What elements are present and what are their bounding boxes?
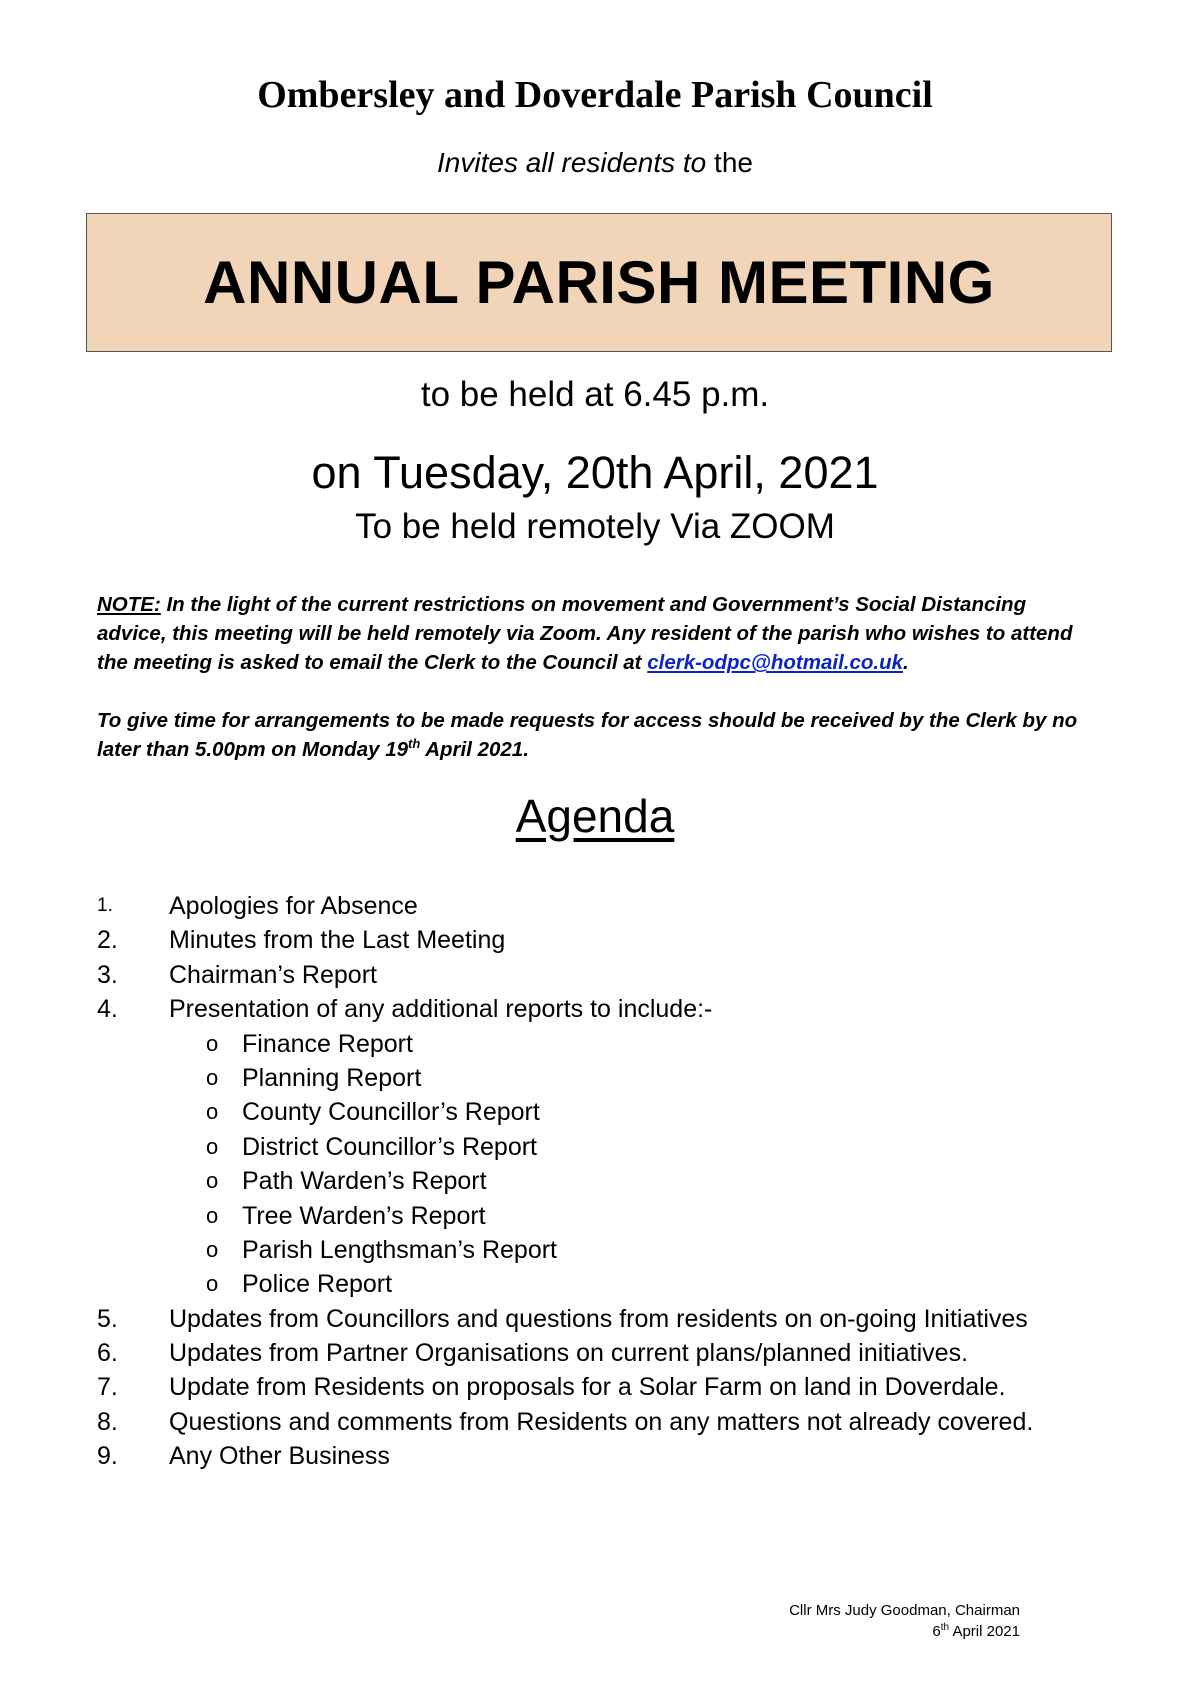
invite-italic-text: Invites all residents to xyxy=(437,147,707,178)
agenda-sub-item xyxy=(97,1233,1097,1267)
signature-block xyxy=(620,1600,1020,1642)
agenda-item xyxy=(97,1302,1097,1336)
agenda-sub-item xyxy=(97,1095,1097,1129)
agenda-item-text: Minutes from the Last Meeting xyxy=(169,926,506,955)
agenda-item-number: 1. xyxy=(97,895,113,916)
council-title: Ombersley and Doverdale Parish Council xyxy=(257,74,933,116)
meeting-date: on Tuesday, 20th April, 2021 xyxy=(311,447,879,498)
agenda-item-text: Chairman’s Report xyxy=(169,960,377,989)
agenda-item xyxy=(97,889,1097,923)
signature-date-rest: April 2021 xyxy=(949,1623,1020,1640)
hollow-bullet-icon: o xyxy=(206,1236,219,1262)
agenda-item-text: Update from Residents on proposals for a Solar Farm on land in Doverdale. xyxy=(169,1373,1006,1402)
invite-line xyxy=(0,146,1190,180)
agenda-sub-item-text: District Councillor’s Report xyxy=(242,1132,537,1161)
agenda-item-number: 3. xyxy=(97,960,118,989)
meeting-time: to be held at 6.45 p.m. xyxy=(420,375,770,414)
agenda-sub-item-text: Finance Report xyxy=(242,1029,413,1058)
hollow-bullet-icon: o xyxy=(206,1064,219,1090)
agenda-sub-item-text: County Councillor’s Report xyxy=(242,1098,540,1127)
agenda-item xyxy=(97,1405,1097,1439)
clerk-email-link[interactable]: clerk-odpc@hotmail.co.uk xyxy=(647,651,904,674)
invite-plain-text: the xyxy=(706,147,753,178)
agenda-item-number: 5. xyxy=(97,1304,118,1333)
hollow-bullet-icon: o xyxy=(206,1030,219,1056)
signature-date xyxy=(620,1621,1020,1642)
agenda-sub-item-text: Planning Report xyxy=(242,1063,422,1092)
deadline-paragraph xyxy=(97,706,1097,764)
deadline-text: To give time for arrangements to be made requests for access should be received by the Clerk by no later than 5.00pm on Monday 19 xyxy=(97,709,1078,761)
signature-date-ordinal: th xyxy=(940,1622,950,1633)
note-block xyxy=(97,590,1097,764)
note-label: NOTE: xyxy=(97,593,161,616)
meeting-title: ANNUAL PARISH MEETING xyxy=(203,248,995,316)
agenda-sub-item xyxy=(97,1199,1097,1233)
agenda-sub-item xyxy=(97,1267,1097,1301)
agenda-item-number: 6. xyxy=(97,1339,118,1368)
agenda-list xyxy=(97,889,1097,1474)
agenda-item xyxy=(97,1336,1097,1370)
hollow-bullet-icon: o xyxy=(206,1168,219,1194)
hollow-bullet-icon: o xyxy=(206,1271,219,1297)
signatory-name: Cllr Mrs Judy Goodman, Chairman xyxy=(789,1602,1020,1619)
agenda-item-text: Questions and comments from Residents on any matters not already covered. xyxy=(169,1407,1034,1436)
deadline-text-end: April 2021. xyxy=(420,738,529,761)
agenda-item xyxy=(97,1370,1097,1404)
agenda-item-text: Updates from Councillors and questions from residents on on-going Initiatives xyxy=(169,1304,1028,1333)
agenda-item-text: Apologies for Absence xyxy=(169,892,418,920)
agenda-item xyxy=(97,923,1097,957)
agenda-item-text: Any Other Business xyxy=(169,1442,390,1471)
note-text: In the light of the current restrictions on movement and Government’s Social Distancing advice, this meeting will be held remotely via Zoom. Any resident of the parish who wishes to attend the meeting is asked to email the Clerk to the Council at xyxy=(97,593,1073,674)
meeting-venue: To be held remotely Via ZOOM xyxy=(355,507,835,546)
agenda-item-number: 8. xyxy=(97,1407,118,1436)
note-paragraph xyxy=(97,590,1097,677)
agenda-item xyxy=(97,1439,1097,1473)
agenda-item xyxy=(97,958,1097,992)
agenda-heading: Agenda xyxy=(515,790,675,842)
agenda-sub-item xyxy=(97,1027,1097,1061)
agenda-item xyxy=(97,992,1097,1026)
hollow-bullet-icon: o xyxy=(206,1133,219,1159)
hollow-bullet-icon: o xyxy=(206,1099,219,1125)
agenda-item-text: Updates from Partner Organisations on current plans/planned initiatives. xyxy=(169,1339,969,1368)
agenda-item-text: Presentation of any additional reports to include:- xyxy=(169,995,713,1024)
deadline-ordinal: th xyxy=(408,736,421,752)
agenda-item-number: 2. xyxy=(97,926,118,955)
agenda-sub-item xyxy=(97,1130,1097,1164)
note-text-end: . xyxy=(903,651,909,674)
signature-date-day: 6 xyxy=(932,1623,941,1640)
agenda-sub-item-text: Tree Warden’s Report xyxy=(242,1201,486,1230)
agenda-sub-item-text: Police Report xyxy=(242,1270,393,1299)
agenda-sub-item xyxy=(97,1164,1097,1198)
agenda-sub-item-text: Parish Lengthsman’s Report xyxy=(242,1235,557,1264)
meeting-title-banner xyxy=(86,213,1112,352)
agenda-item-number: 4. xyxy=(97,995,118,1024)
hollow-bullet-icon: o xyxy=(206,1202,219,1228)
agenda-item-number: 9. xyxy=(97,1442,118,1471)
agenda-sub-item xyxy=(97,1061,1097,1095)
agenda-item-number: 7. xyxy=(97,1373,118,1402)
agenda-sub-item-text: Path Warden’s Report xyxy=(242,1167,487,1196)
